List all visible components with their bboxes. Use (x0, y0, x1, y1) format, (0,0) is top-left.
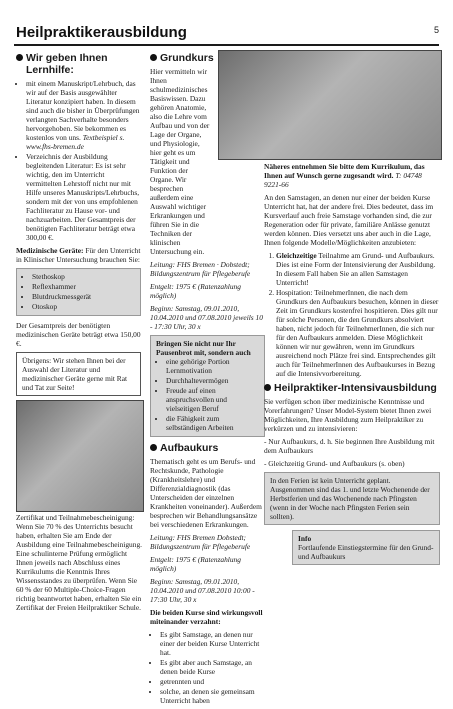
list-item: • Otoskop (32, 302, 135, 311)
aufbaukurs-dates: Beginn: Samstag, 09.01.2010, 10.04.2010 und 07.08.2010 10:00 - 17:30 Uhr, 30 x (150, 577, 255, 604)
list-item: • solche, an denen sie gemeinsam Unterricht haben (160, 687, 265, 705)
note-box: Übrigens: Wir stehen Ihnen bei der Auswahl der Literatur und medizinischer Geräte gerne mit Rat und Tat zur Seite! (16, 352, 141, 396)
list-item: • die Fähigkeit zum selbständigen Arbeiten (166, 414, 259, 432)
bullet-icon (264, 384, 271, 391)
section-heading: Heilpraktiker-Intensivausbildung (264, 382, 440, 394)
list-item: • Blutdruckmessgerät (32, 292, 135, 301)
devices-box (16, 268, 141, 316)
grundkurs-text: Hier vermitteln wir Ihnen schulmedizinisches Basiswissen. Dazu gehören Anatomie, also die Lehre vom Aufbau und von der Lage der Organe, und Physiologie, hier geht es um Tätigkeit und Funktion der Organe. Wir besprechen außerdem eine Auswahl wichtiger Erkrankungen und führen Sie in die Techniken der klinischen Untersuchung ein. (150, 67, 210, 256)
header-rule (14, 44, 439, 46)
page-number: 5 (433, 25, 439, 35)
section-heading: Aufbaukurs (150, 442, 265, 454)
page-title: Heilpraktikerausbildung (16, 24, 187, 41)
intro-text: An den Samstagen, an denen nur einer der beiden Kurse Unterricht hat, hat der andere frei. Dies bedeutet, dass im Kursverlauf auch freie Samstage vorhanden sind, die zur Regeneration oder für private, familiäre Anlässe genutzt werden können. Dies versetzt uns aber auch in die Lage, Ihnen folgende Modelle/Möglichkeiten anzubieten: (264, 193, 434, 247)
models-list (264, 251, 440, 378)
section-heading: Grundkurs (150, 52, 265, 64)
aufbaukurs-text: Thematisch geht es um Berufs- und Rechtskunde, Pathologie (Krankheitslehre) und Differenzialdiagnostik (das Unterscheiden der einzelnen Krankheiten voneinander). Außerdem besprechen wir Behandlungsansätze bei verschiedenen Erkrankungen. (150, 457, 262, 529)
combo-title: Die beiden Kurse sind wirkungsvoll miteinander verzahnt: (150, 608, 263, 626)
bullet-icon (150, 54, 157, 61)
list-item: • getrennten und (160, 677, 265, 686)
section-heading: Wir geben Ihnen Lernhilfe: (16, 52, 141, 76)
option-2: - Gleichzeitig Grund- und Aufbaukurs (s. oben) (264, 459, 405, 468)
list-item: • Freude auf einen anspruchsvollen und vielseitigen Beruf (166, 386, 259, 413)
list-item: • mit einem Manuskript/Lehrbuch, das wir auf der Basis ausgewählter Literatur konzipiert haben. In diesem sind auch die bisher in Überprüfungen verlangten Sachverhalte besonders hervorgehoben. Sie bekommen es kostenlos von uns. Textbeispiel s. www.fhs-bremen.de (26, 79, 141, 151)
list-item: • Reflexhammer (32, 282, 135, 291)
combo-list (150, 630, 265, 705)
grundkurs-fee: Entgelt: 1975 € (Ratenzahlung möglich) (150, 282, 241, 300)
list-item: • eine gehörige Portion Lernmotivation (166, 357, 259, 375)
info-box: Info Fortlaufende Einstiegstermine für den Grund- und Aufbaukurs (292, 530, 440, 565)
list-item: 2. Hospitation: TeilnehmerInnen, die nach dem Grundkurs den Aufbaukurs besuchen, können in dieser Zeit im Grundkurs kostenfrei hospitieren. Dies gilt nur für solche Personen, die den Grundkurs absolviert haben, nicht jedoch für TeilnehmerInnen, die sich nur für den Aufbaukurs anmelden. Diese Möglichkeit können wir nur gewähren, wenn im Grundkurs ausreichend noch Plätze frei sind. Entsprechendes gilt auch für TeilnehmerInnen des Aufbaukurses in Bezug auf die Intensivvorbereitung. (276, 288, 440, 378)
option-1: - Nur Aufbaukurs, d. h. Sie beginnen Ihre Ausbildung mit dem Aufbaukurs (264, 437, 435, 455)
column-right (264, 162, 440, 570)
column-left (16, 50, 141, 401)
massage-photo (218, 50, 442, 160)
grundkurs-dates: Beginn: Samstag, 09.01.2010, 10.04.2010 und 07.08.2010 jeweils 10 - 17:30 Uhr, 30 x (150, 304, 263, 331)
list-item: • Stethoskop (32, 272, 135, 281)
aufbaukurs-info: Leitung: FHS Bremen Dobstedt; Bildungszentrum für Pflegeberufe (150, 533, 251, 551)
devices-price: Der Gesamtpreis der benötigten medizinischen Geräte beträgt etwa 150,00 €. (16, 321, 141, 348)
certificate-paragraph: Zertifikat und Teilnahmebescheinigung: Wenn Sie 70 % des Unterrichts besucht haben, erhalten Sie am Ende der Ausbildung eine Teilnahmebescheinigung. Eine schulinterne Prüfung ermöglicht Ihnen jeweils nach Abschluss eines Kurrikulums die Kenntnis Ihres Wissensstandes zu überprüfen. Wenn Sie 60 % der 60 Multiple-Choice-Fragen richtig beantwortet haben, erhalten Sie ein Zertifikat der Freien Heilpraktiker Schule. (16, 513, 142, 612)
devices-paragraph: Medizinische Geräte: Für den Unterricht in Klinischer Untersuchung brauchen Sie: (16, 246, 141, 264)
intensiv-text: Sie verfügen schon über medizinische Kenntnisse und Vorerfahrungen? Unser Model-System bietet Ihnen zwei Möglichkeiten, Ihre Ausbildung zum Heilpraktiker zu verkürzen und zu intensivieren: (264, 397, 432, 433)
bring-box: Bringen Sie nicht nur Ihr Pausenbrot mit, sondern auch • eine gehörige Portion Lernmotivation • Durchhaltevermögen • Freude auf einen anspruchsvollen und vielseitigen Beruf • die Fähigkeit zum selbständigen Arbeiten (150, 335, 265, 437)
grundkurs-info: Leitung: FHS Bremen · Dobstedt; Bildungszentrum für Pflegeberufe (150, 260, 251, 278)
list-item: • Es gibt aber auch Samstage, an denen beide Kurse (160, 658, 265, 676)
holiday-box: In den Ferien ist kein Unterricht geplant. Ausgenommen sind das 1. und letzte Wochenende der Herbstferien und das Wochenende nach Pfingsten (wenn in der Woche nach Pfingsten Ferien sein sollten). (264, 472, 440, 525)
devices-list (22, 272, 135, 311)
list-item: • Es gibt Samstage, an denen nur einer der beiden Kurse Unterricht hat. (160, 630, 265, 657)
classroom-photo (16, 400, 144, 512)
bullet-icon (16, 54, 23, 61)
list-item: • Durchhaltevermögen (166, 376, 259, 385)
list-item: 1. Gleichzeitige Teilnahme am Grund- und Aufbaukurs. Dies ist eine Form der Intensivierung der Ausbildung. In diesem Fall haben Sie an allen Samstagen Unterricht! (276, 251, 440, 287)
caption: Näheres entnehmen Sie bitte dem Kurrikulum, das Ihnen auf Wunsch gerne zugesandt wird. T: 04748 9221-66 (264, 162, 425, 189)
aufbaukurs-fee: Entgelt: 1975 € (Ratenzahlung möglich) (150, 555, 241, 573)
lernhilfe-list (16, 79, 141, 242)
bring-list (156, 357, 259, 432)
list-item: • Verzeichnis der Ausbildung begleitenden Literatur: Es ist sehr wichtig, den im Unterricht vermittelten Lehrstoff nicht nur mit Hilfe unseres Manuskripts/Lehrbuchs, sondern mit der von uns empfohlenen Fachliteratur zu Hause vor- und nachzuarbeiten. Der Gesamtpreis der benötigten Fachliteratur beträgt etwa 300,00 €. (26, 152, 141, 242)
bullet-icon (150, 444, 157, 451)
